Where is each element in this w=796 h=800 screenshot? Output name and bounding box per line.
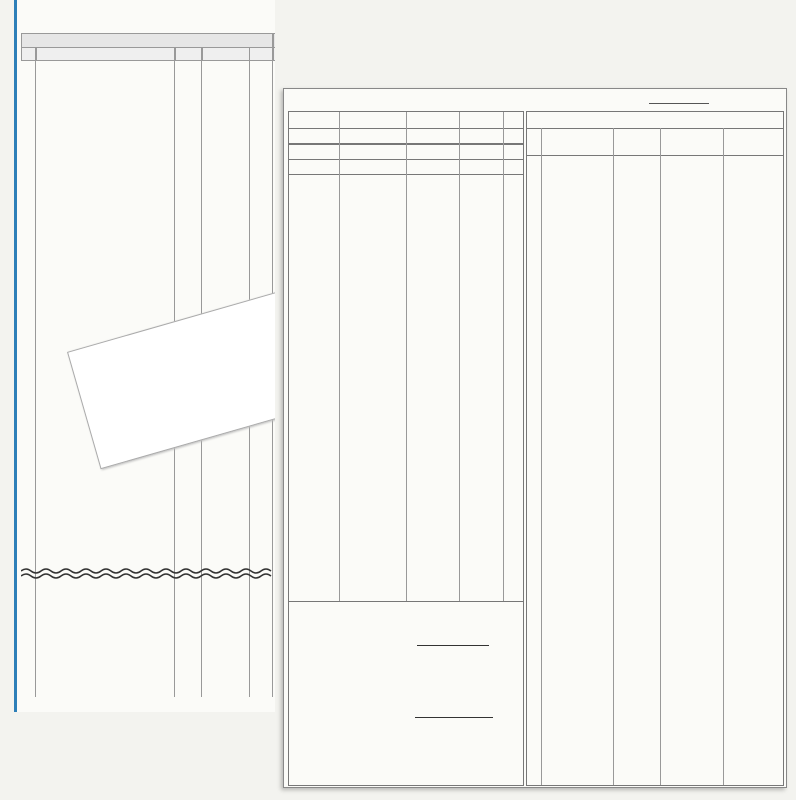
col-payee — [36, 47, 176, 61]
col-amount — [202, 47, 273, 61]
divider — [723, 128, 724, 785]
carried-forward-row — [25, 690, 31, 701]
expenditures-title — [527, 112, 783, 129]
receipts-table — [288, 111, 524, 628]
divider — [35, 47, 36, 697]
monthly-expenditures-sheet — [14, 0, 275, 712]
divider — [660, 128, 661, 785]
divider — [459, 112, 460, 627]
memo-box — [288, 601, 524, 786]
divider — [613, 128, 614, 785]
torn-edge-mark — [21, 566, 275, 580]
year-underline — [649, 103, 709, 104]
divider — [339, 112, 340, 627]
divider — [406, 112, 407, 627]
monthly-summary-sheet — [283, 88, 787, 788]
memo-underline — [417, 645, 489, 646]
expenditures-header — [527, 129, 783, 156]
divider — [503, 112, 504, 627]
memo-underline — [415, 717, 493, 718]
divider — [541, 128, 542, 785]
col-day-right — [273, 47, 275, 61]
memo-note — [328, 654, 389, 667]
expenditures-table — [526, 111, 784, 786]
col-check — [175, 47, 203, 61]
